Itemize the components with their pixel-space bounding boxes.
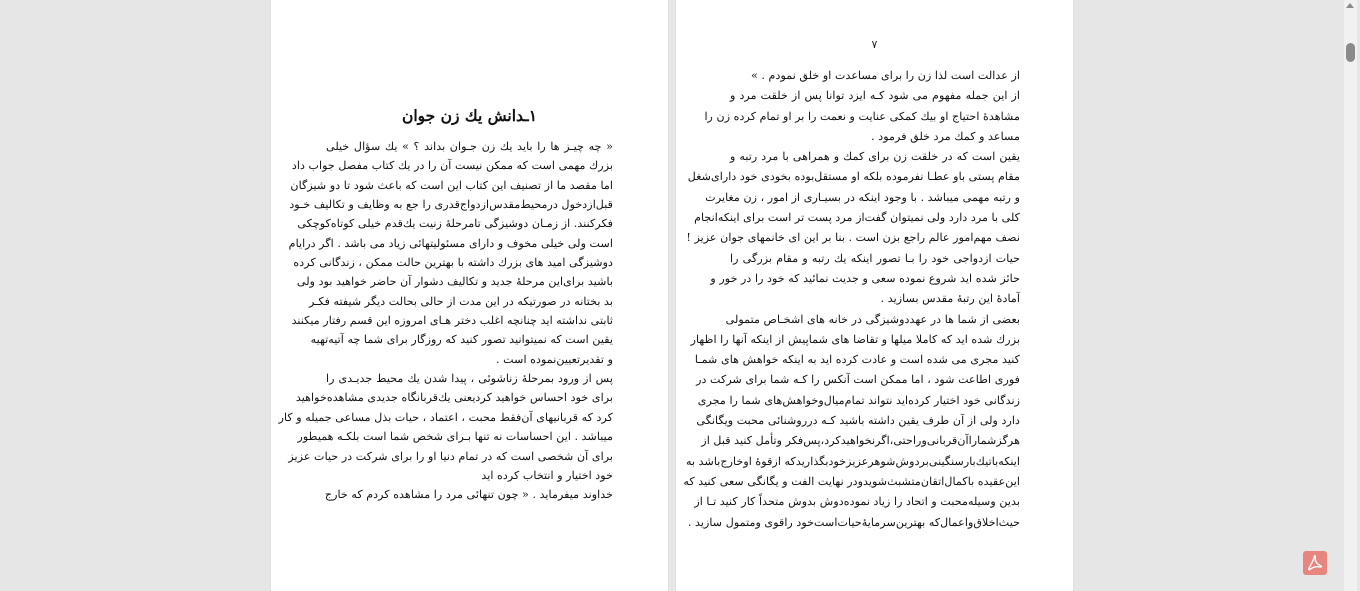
text-line: يقين است كه در خلقت زن برای كمك و همراهی با مرد رتبه و [730, 150, 1020, 164]
text-line: است ولی خيلی مخوف و دارای مسئوليتهائی زياد می باشد . اگر درايام [288, 236, 613, 250]
text-line: ثابتی نداشته ايد چنانچه اغلب دختر هـای امروزه اين قسم رفتار ميكنند [291, 314, 613, 328]
text-line: حيث‌اخلاق‌واعمال‌كه بهترين‌سرمايهٔ‌حيات‌است‌خود را‌قوی ومتمول سازيد . [687, 515, 1020, 529]
text-line: حائز شده ايد شروع نموده سعی و جديت نمائيد كه خود را در خور و [710, 271, 1020, 285]
text-line: اين‌عقيده باكمال‌اتقان‌متشبث‌شويد‌ودر نهايت الفت و يگانگی سعی كنيد كه [683, 474, 1020, 488]
right-page-body [683, 66, 1020, 533]
text-line: پس از ورود بمرحلهٔ زناشوئی ، پيدا شدن يك محيط جديـدی را [326, 372, 613, 386]
text-line: باشيد برای‌اين مرحلهٔ جديد و تكاليف دشوار آن حاضر خواهيد بود ولی [296, 275, 613, 289]
text-line: برای آن شخصی است كه در تمام دنيا او را برای شركت در حيات عزيز [288, 449, 613, 463]
text-line: قبل‌ازدخول درمحيط‌مقدس‌ازدواج‌قدری را جع به وظايف و تكاليف خـود [289, 198, 613, 212]
left-page-body [278, 137, 613, 505]
text-line: اما مقصد ما از تصنيف اين كتاب اين است كه باعث شود تا دو شيزگان [290, 178, 613, 192]
text-line: بعضی از شما ها در عهددوشيزگی در خانه های اشخـاص متمولی [725, 312, 1020, 326]
text-line: حيات ازدواجی خود را بـا تصور اينكه يك رتبه و مقام بزرگی را [730, 251, 1020, 265]
text-line: دارد ولی از آن طرف يقين داشته باشيد كـه درروشنائی محبت ويگانگی [696, 414, 1020, 428]
text-line: خداوند ميفرمايد . « چون تنهائی مرد را مشاهده كردم كه خارج [324, 488, 613, 502]
text-line: بد بختانه در صورتيكه در اين مدت از حالی بحالت ديگر شيفته فكـر [308, 294, 613, 308]
page-number: ۷ [871, 38, 878, 51]
pdf-page-left [271, 0, 668, 591]
text-line: مشاهدهٔ احتياج او بيك كمكی عنايت و نعمت را بر او تمام كرده زن را [704, 109, 1020, 123]
text-line: كنيد مجری می شده است و عادت كرده ايد به اينكه خواهش های شمـا [694, 353, 1020, 367]
text-line: نصف مهم‌امور عالم راجع بزن است . بنا بر اين ای خانمهای جوان عزيز ! [686, 231, 1020, 245]
acrobat-pdf-button[interactable] [1303, 551, 1327, 575]
vertical-scrollbar[interactable] [1344, 0, 1357, 591]
text-line: كرد كه قربانيهای آن‌فقط محبت ، اعتماد ، حيات بذل مساعی جميله و كار [278, 410, 613, 424]
text-line: از عدالت است لذا زن را برای مساعدت او خلق نمودم . » [751, 69, 1020, 82]
text-line: مقام پستی باو عطـا نفرموده بلكه او مستقل‌بوده بخودی خود دارای‌شغل [687, 170, 1020, 184]
text-line: بزرك مهمی است كه ممكن نيست آن را در يك كتاب مفصل جواب داد [291, 159, 613, 173]
scroll-up-arrow-icon[interactable] [1346, 3, 1354, 8]
text-line: و تقديرتعيين‌نموده است . [495, 352, 613, 366]
pdf-page-right [676, 0, 1073, 591]
text-line: و رتبه مهمی ميباشد . با وجود اينكه در بسيـاری از امور ، زن مغايرت [705, 190, 1020, 204]
text-line: مساعد و كمك مرد خلق فرمود . [871, 129, 1020, 143]
text-line: هرگزشمارا‌آن‌قربانی‌وراحتی،اگرنخواهيدكرد،پس‌فكر وتأمل كنيد قبل از [701, 434, 1020, 448]
text-line: فوری اطاعت شود ، اما ممكن است آنكس را كـه شما برای شركت در [696, 373, 1020, 387]
text-line: بزرك شده ايد كه كاملا ميلها و تقاضا های شماپيش از اينكه آنها را اظهار [690, 332, 1020, 346]
text-line: از اين جمله مفهوم می شود كـه ايزد توانا پس از خلقت مرد و [730, 89, 1020, 103]
text-line: ميباشد . اين احساسات نه تنها بـرای شخص شما است بلكـه هميطور [297, 430, 613, 444]
text-line: « چه چيـز ها را بايد يك زن جـوان بداند ؟ » يك سؤال خيلی [326, 140, 613, 153]
scrollbar-thumb[interactable] [1346, 43, 1355, 62]
text-line: برای خود احساس خواهيد كرديعنی يك‌قربانگاه جديدی مشاهده‌خواهيد [295, 391, 613, 405]
text-line: آمادهٔ اين رتبهٔ مقدس بسازيد . [880, 292, 1020, 306]
text-line: زندگانی خود اختيار كرده‌ايد نتواند تمام‌ميال‌وخواهش‌های شما را مجری [697, 393, 1020, 407]
chapter-title: ۱ـدانش يك زن جوان [401, 106, 538, 125]
text-line: خود اختيار و انتخاب كرده ايد [481, 468, 613, 482]
text-line: يقين است كه نميتوانيد تصور كنيد كه روزگار برای شما چه آتيه‌تهيه [310, 333, 613, 347]
text-line: بدين وسيله‌محبت و اتحاد را زياد نموده‌دوش بدوش متحداً كار كنيد تـا از [694, 495, 1020, 509]
text-line: كلی با مرد دارد ولی نميتوان گفت‌از مرد پست تر است برای اينكه‌انجام [694, 211, 1020, 225]
text-line: فكركنند. از زمـان دوشيزگی تامرحلهٔ زنيت يك‌قدم خيلی كوتاه‌كوچكی [297, 217, 613, 231]
acrobat-pdf-icon [1303, 551, 1327, 575]
text-line: دوشيزگی اميد هاى بزرك داشته با بهترين حالت ممكن ، زندگانی كرده [293, 256, 613, 270]
text-line: اينكه‌باتيك‌بارسنگينی‌بردوش‌شوهرعزيزخودبگذاريدكه ازقوهٔ اوخارج‌باشد به [685, 454, 1020, 468]
